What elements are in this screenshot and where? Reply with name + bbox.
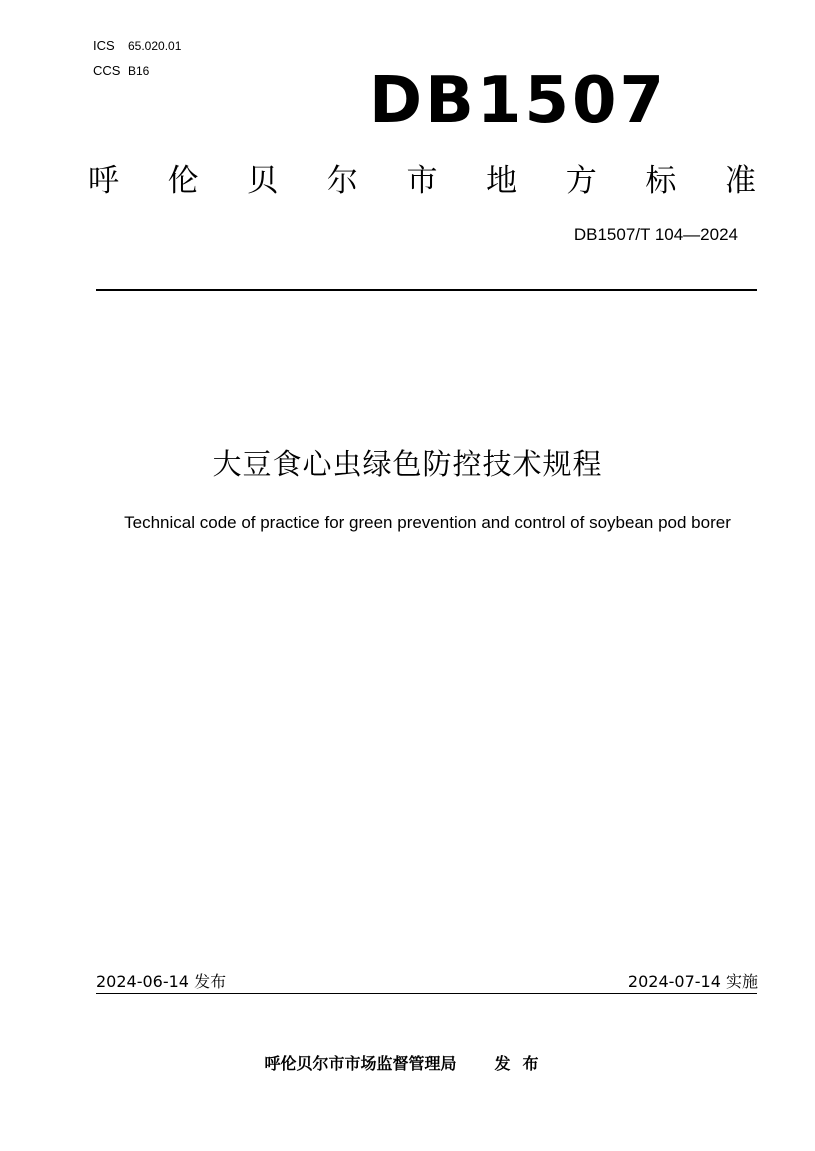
issuer-action: 发布 [494,1054,551,1073]
standard-type-char: 呼 [88,163,119,199]
ccs-value: B16 [128,64,150,78]
standard-type-char: 准 [725,163,756,199]
publish-date: 2024-06-14 发布 [96,972,227,991]
standard-type-char: 方 [565,163,597,199]
document-title-en: Technical code of practice for green prevention and control of soybean pod borer [124,513,731,532]
standard-type-char: 标 [645,163,677,199]
ics-label: ICS [93,38,115,53]
ccs-label: CCS [93,63,121,78]
implement-date: 2024-07-14 实施 [627,972,758,991]
document-title-cn: 大豆食心虫绿色防控技术规程 [212,447,603,481]
standard-type-char: 伦 [167,163,199,199]
standard-type-char: 市 [406,163,438,199]
footer-divider [96,993,757,994]
ccs-code [93,63,149,79]
standard-type-char: 地 [486,163,518,199]
standard-type-char: 尔 [326,163,358,199]
issuer-name: 呼伦贝尔市市场监督管理局 [264,1054,457,1073]
ics-value: 65.020.01 [128,39,182,53]
ics-code [93,38,181,54]
db-logo: DB1507 [369,64,668,138]
standard-number: DB1507/T 104—2024 [573,225,738,244]
standard-type-heading [88,160,756,202]
header-divider [96,289,757,291]
standard-type-char: 贝 [247,163,279,199]
issuer-line [0,1053,815,1075]
